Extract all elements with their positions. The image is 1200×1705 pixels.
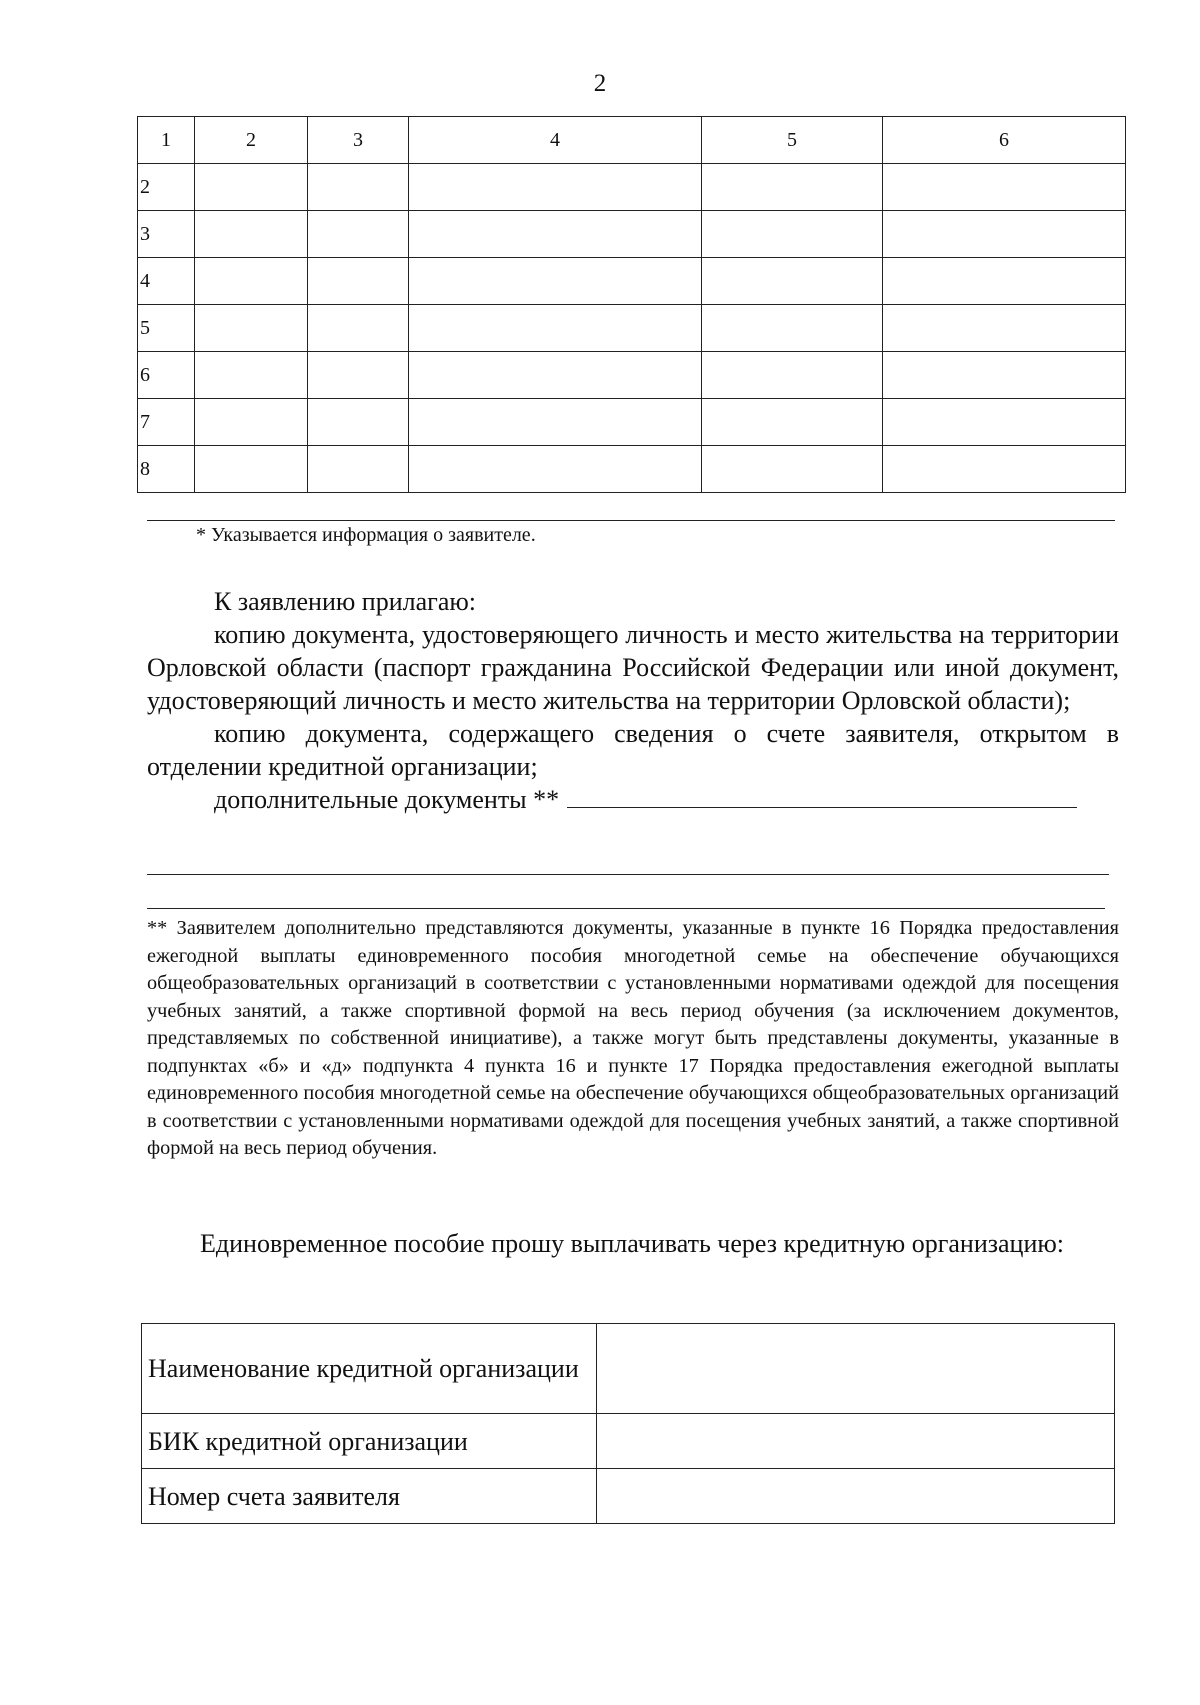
table-row	[138, 352, 1126, 399]
table-cell[interactable]	[883, 399, 1126, 446]
table-row	[138, 446, 1126, 493]
row-number: 5	[138, 305, 195, 352]
payment-request	[147, 1227, 1119, 1261]
footnote-text: ** Заявителем дополнительно представляются документы, указанные в пункте 16 Порядка предоставления ежегодной выплаты единовременного пособия многодетной семье на обеспечение обучающихся общеобразовательных организаций в соответствии с установленными нормативами одеждой для посещения учебных занятий, а также спортивной формой на весь период обучения (за исключением документов, представляемых по собственной инициативе), а также могут быть представлены документы, указанные в подпунктах «б» и «д» подпункта 4 пункта 16 и пункте 17 Порядка предоставления ежегодной выплаты единовременного пособия многодетной семье на обеспечение обучающихся общеобразовательных организаций в соответствии с установленными нормативами одеждой для посещения учебных занятий, а также спортивной формой на весь период обучения.	[147, 917, 1119, 1159]
table-cell[interactable]	[195, 305, 308, 352]
table-cell[interactable]	[195, 399, 308, 446]
bik-field[interactable]	[597, 1414, 1115, 1469]
table-cell[interactable]	[195, 211, 308, 258]
table-cell[interactable]	[883, 211, 1126, 258]
table-row	[138, 211, 1126, 258]
table-cell[interactable]	[409, 305, 702, 352]
attachment-item-passport: копию документа, удостоверяющего личность и место жительства на территории Орловской области (паспорт гражданина Российской Федерации или иной документ, удостоверяющий личность и место жительства на территории Орловской области);	[147, 620, 1119, 715]
attachment-item-additional	[147, 783, 1119, 816]
table-cell[interactable]	[308, 211, 409, 258]
table-cell[interactable]	[308, 305, 409, 352]
table-cell[interactable]	[308, 352, 409, 399]
table-header-row	[138, 117, 1126, 164]
table-row	[138, 305, 1126, 352]
table-cell[interactable]	[883, 258, 1126, 305]
row-number: 2	[138, 164, 195, 211]
table-cell[interactable]	[195, 258, 308, 305]
table-cell[interactable]	[702, 305, 883, 352]
table-cell[interactable]	[195, 352, 308, 399]
bik-label: БИК кредитной организации	[142, 1414, 597, 1469]
table-cell[interactable]	[409, 352, 702, 399]
footnote-separator	[147, 520, 1115, 521]
bank-details-table	[141, 1323, 1115, 1524]
table-cell[interactable]	[702, 258, 883, 305]
row-number: 4	[138, 258, 195, 305]
table-cell[interactable]	[409, 446, 702, 493]
table-cell[interactable]	[409, 258, 702, 305]
attachments-section	[147, 585, 1119, 816]
table-cell[interactable]	[308, 446, 409, 493]
table-cell[interactable]	[409, 399, 702, 446]
column-header: 5	[702, 117, 883, 164]
additional-docs-label: дополнительные документы **	[214, 785, 560, 814]
account-number-label: Номер счета заявителя	[142, 1469, 597, 1524]
table-cell[interactable]	[702, 164, 883, 211]
table-cell[interactable]	[308, 164, 409, 211]
table-cell[interactable]	[308, 258, 409, 305]
table-row	[138, 258, 1126, 305]
table-row	[138, 399, 1126, 446]
column-header: 3	[308, 117, 409, 164]
column-header: 4	[409, 117, 702, 164]
additional-docs-line-2[interactable]	[147, 874, 1109, 875]
table-row	[142, 1414, 1115, 1469]
table-cell[interactable]	[702, 446, 883, 493]
column-header: 2	[195, 117, 308, 164]
table-cell[interactable]	[702, 211, 883, 258]
applicant-footnote: * Указывается информация о заявителе.	[196, 524, 536, 546]
attachment-item-account: копию документа, содержащего сведения о счете заявителя, открытом в отделении кредитной организации;	[147, 719, 1119, 781]
table-cell[interactable]	[195, 446, 308, 493]
column-header: 6	[883, 117, 1126, 164]
additional-docs-footnote	[147, 915, 1119, 1163]
column-header: 1	[138, 117, 195, 164]
table-row	[142, 1324, 1115, 1414]
table-cell[interactable]	[883, 164, 1126, 211]
payment-request-text: Единовременное пособие прошу выплачивать через кредитную организацию:	[200, 1229, 1065, 1258]
account-number-field[interactable]	[597, 1469, 1115, 1524]
bank-name-label: Наименование кредитной организации	[142, 1324, 597, 1414]
table-row	[138, 164, 1126, 211]
table-cell[interactable]	[883, 446, 1126, 493]
table-cell[interactable]	[409, 164, 702, 211]
table-cell[interactable]	[883, 352, 1126, 399]
table-row	[142, 1469, 1115, 1524]
row-number: 7	[138, 399, 195, 446]
table-cell[interactable]	[195, 164, 308, 211]
applicant-info-table	[137, 116, 1126, 493]
attachments-intro: К заявлению прилагаю:	[214, 587, 477, 616]
table-cell[interactable]	[702, 352, 883, 399]
additional-docs-field[interactable]	[567, 783, 1077, 808]
row-number: 6	[138, 352, 195, 399]
page-number: 2	[593, 70, 607, 97]
row-number: 8	[138, 446, 195, 493]
additional-docs-line-3[interactable]	[147, 908, 1105, 909]
row-number: 3	[138, 211, 195, 258]
bank-name-field[interactable]	[597, 1324, 1115, 1414]
table-cell[interactable]	[409, 211, 702, 258]
table-cell[interactable]	[308, 399, 409, 446]
table-cell[interactable]	[883, 305, 1126, 352]
table-cell[interactable]	[702, 399, 883, 446]
